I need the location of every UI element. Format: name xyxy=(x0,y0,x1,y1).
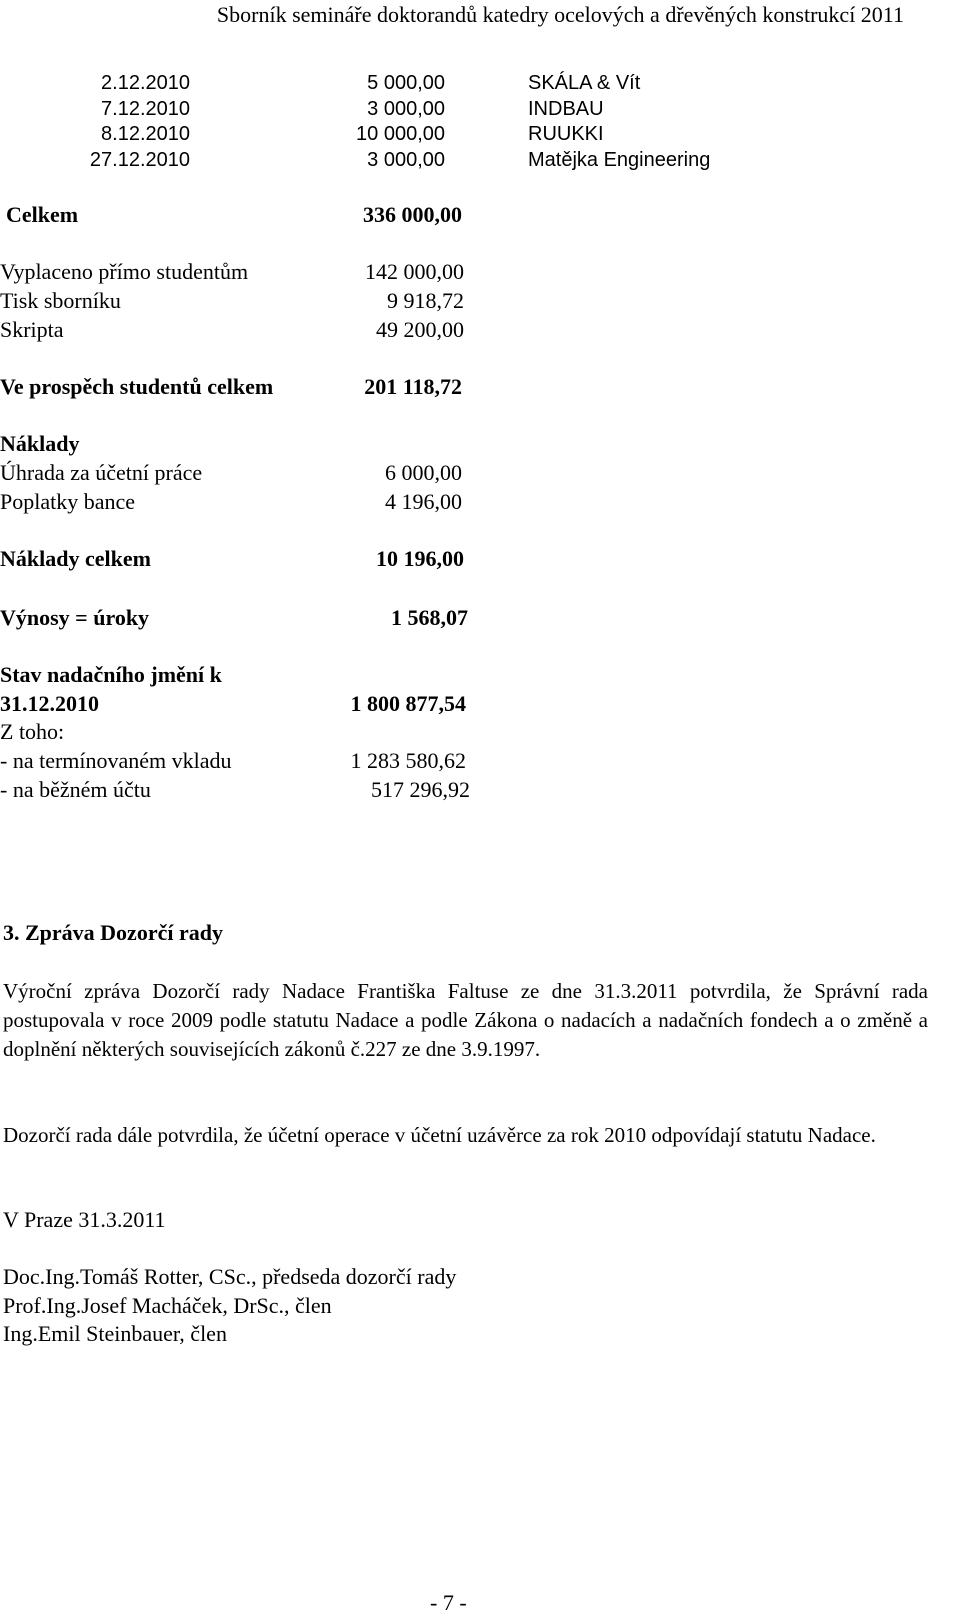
donation-date: 8.12.2010 xyxy=(101,123,190,145)
donation-amount: 10 000,00 xyxy=(356,123,445,145)
donation-donor: RUUKKI xyxy=(528,123,604,145)
donation-amount: 3 000,00 xyxy=(367,149,445,171)
students-total-value: 201 118,72 xyxy=(364,374,462,399)
endowment-item-value: 1 283 580,62 xyxy=(350,748,466,773)
donation-date: 7.12.2010 xyxy=(101,98,190,120)
student-item-label: Skripta xyxy=(0,317,64,342)
donation-donor: INDBAU xyxy=(528,98,604,120)
endowment-date: 31.12.2010 xyxy=(0,691,99,716)
costs-total-value: 10 196,00 xyxy=(376,546,464,571)
place-date: V Praze 31.3.2011 xyxy=(3,1207,166,1232)
students-total-label: Ve prospěch studentů celkem xyxy=(0,374,274,399)
signatory: Prof.Ing.Josef Macháček, DrSc., člen xyxy=(3,1293,332,1318)
costs-heading: Náklady xyxy=(0,431,80,456)
cost-item-value: 4 196,00 xyxy=(385,489,462,514)
confirmation-paragraph: Dozorčí rada dále potvrdila, že účetní operace v účetní uzávěrce za rok 2010 odpovídají statutu Nadace. xyxy=(3,1123,876,1147)
revenue-label: Výnosy = úroky xyxy=(0,605,150,630)
signatory: Ing.Emil Steinbauer, člen xyxy=(3,1321,227,1346)
section-heading: 3. Zpráva Dozorčí rady xyxy=(3,920,223,945)
report-paragraph: Výroční zpráva Dozorčí rady Nadace Františka Faltuse ze dne 31.3.2011 potvrdila, že Správní rada postupovala v roce 2009 podle statutu Nadace a podle Zákona o nadacích a nadačních fondech a o změně a doplnění některých souvisejících zákonů č.227 ze dne 3.9.1997. xyxy=(3,979,928,1061)
donation-date: 2.12.2010 xyxy=(101,72,190,94)
costs-total-label: Náklady celkem xyxy=(0,546,151,571)
running-header: Sborník semináře doktorandů katedry ocelových a dřevěných konstrukcí 2011 xyxy=(216,2,904,27)
total-label: Celkem xyxy=(6,202,79,227)
cost-item-label: Úhrada za účetní práce xyxy=(0,460,203,485)
of-which-label: Z toho: xyxy=(0,719,65,744)
endowment-item-value: 517 296,92 xyxy=(371,777,470,802)
donation-amount: 3 000,00 xyxy=(367,98,445,120)
endowment-label: Stav nadačního jmění k xyxy=(0,662,222,687)
page-number: - 7 - xyxy=(430,1590,467,1615)
signatory: Doc.Ing.Tomáš Rotter, CSc., předseda dozorčí rady xyxy=(3,1264,457,1289)
cost-item-value: 6 000,00 xyxy=(385,460,462,485)
endowment-value: 1 800 877,54 xyxy=(350,691,466,716)
student-item-value: 9 918,72 xyxy=(387,288,464,313)
total-value: 336 000,00 xyxy=(363,202,462,227)
student-item-value: 142 000,00 xyxy=(365,259,464,284)
cost-item-label: Poplatky bance xyxy=(0,489,136,514)
student-item-label: Vyplaceno přímo studentům xyxy=(0,259,249,284)
endowment-item-label: - na termínovaném vkladu xyxy=(0,748,232,773)
donation-donor: Matějka Engineering xyxy=(528,149,711,171)
donation-donor: SKÁLA & Vít xyxy=(528,72,641,94)
student-item-value: 49 200,00 xyxy=(376,317,464,342)
student-item-label: Tisk sborníku xyxy=(0,288,121,313)
donation-amount: 5 000,00 xyxy=(367,72,445,94)
donation-date: 27.12.2010 xyxy=(89,149,190,171)
revenue-value: 1 568,07 xyxy=(391,605,468,630)
endowment-item-label: - na běžném účtu xyxy=(0,777,151,802)
